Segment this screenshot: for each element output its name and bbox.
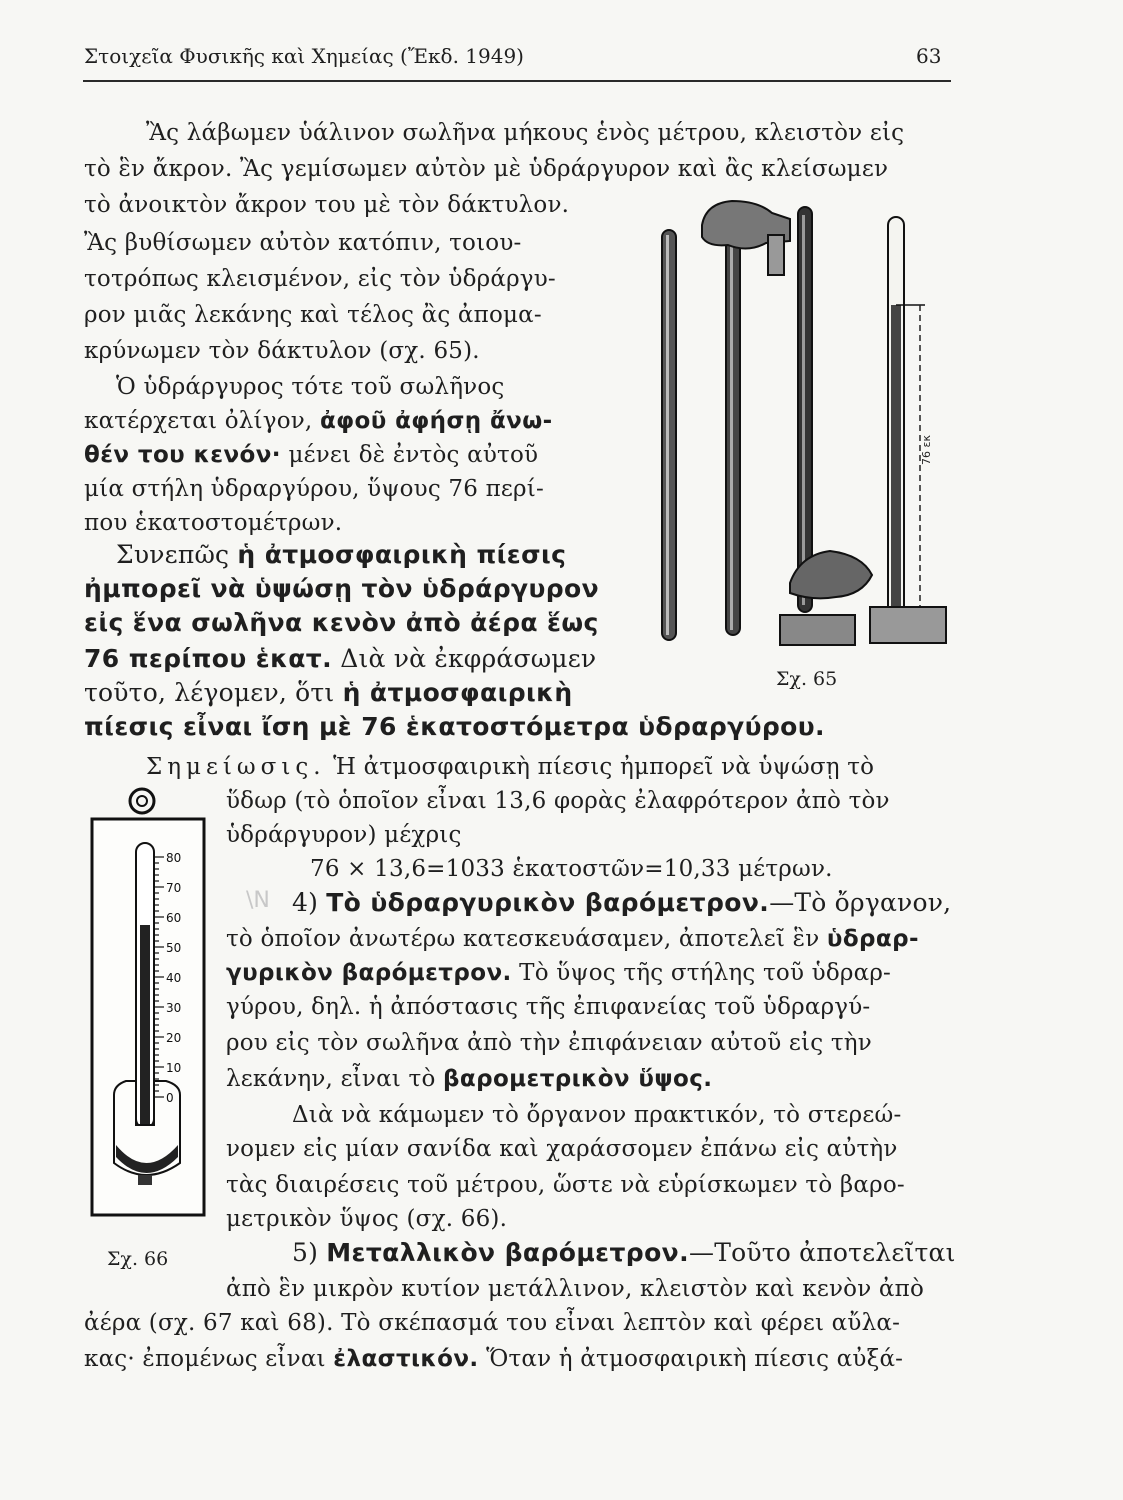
height-label: 76 εκ xyxy=(920,435,933,465)
text-line: κας· ἐπομένως εἶναι ἐλαστικόν. Ὅταν ἡ ἀτμοσφαιρικὴ πίεσις αὐξά- xyxy=(84,1346,904,1372)
text-line: τὸ ὁποῖον ἀνωτέρω κατεσκευάσαμεν, ἀποτελεῖ ἓν ὑδραρ- xyxy=(226,926,919,952)
text-line: 76 περίπου ἑκατ. Διὰ νὰ ἐκφράσωμεν xyxy=(84,644,597,673)
pencil-mark: \N xyxy=(246,888,270,913)
section-heading: 5) Μεταλλικὸν βαρόμετρον.—Τοῦτο ἀποτελεῖται xyxy=(292,1238,956,1267)
scale-label: 10 xyxy=(166,1061,182,1075)
scale-label: 30 xyxy=(166,1001,182,1015)
text-line: γυρικὸν βαρόμετρον. Τὸ ὕψος τῆς στήλης τοῦ ὑδραρ- xyxy=(226,960,892,986)
figure-65-barometer-tubes xyxy=(640,195,960,655)
note-label: Σημείωσις. xyxy=(146,754,326,780)
text-line: μία στήλη ὑδραργύρου, ὕψους 76 περί- xyxy=(84,476,544,502)
scale-label: 50 xyxy=(166,941,182,955)
running-header-title: Στοιχεῖα Φυσικῆς καὶ Χημείας (Ἔκδ. 1949) xyxy=(84,44,524,68)
scale-label: 20 xyxy=(166,1031,182,1045)
scale-label: 40 xyxy=(166,971,182,985)
text-line: Σημείωσις. Ἡ ἀτμοσφαιρικὴ πίεσις ἠμπορεῖ νὰ ὑψώσῃ τὸ xyxy=(146,754,875,780)
section-heading: 4) Τὸ ὑδραργυρικὸν βαρόμετρον.—Τὸ ὄργανον, xyxy=(292,888,952,917)
text-line: ρον μιᾶς λεκάνης καὶ τέλος ἂς ἀπομα- xyxy=(84,302,542,328)
text-line: ὑδράργυρον) μέχρις xyxy=(226,822,462,848)
text-line: που ἑκατοστομέτρων. xyxy=(84,510,343,536)
formula: 76 × 13,6=1033 ἑκατοστῶν=10,33 μέτρων. xyxy=(310,856,833,882)
page-number: 63 xyxy=(916,44,942,68)
text-line: νομεν εἰς μίαν σανίδα καὶ χαράσσομεν ἐπάνω εἰς αὐτὴν xyxy=(226,1136,898,1162)
text-line: Ἂς λάβωμεν ὑάλινον σωλῆνα μήκους ἑνὸς μέτρου, κλειστὸν εἰς xyxy=(146,120,905,146)
text-line: τὸ ἀνοικτὸν ἄκρον του μὲ τὸν δάκτυλον. xyxy=(84,192,570,218)
text-line: τοτρόπως κλεισμένον, εἰς τὸν ὑδράργυ- xyxy=(84,266,556,292)
text-line: τὸ ἓν ἄκρον. Ἂς γεμίσωμεν αὐτὸν μὲ ὑδράργυρον καὶ ἂς κλείσωμεν xyxy=(84,156,889,182)
text-line: κρύνωμεν τὸν δάκτυλον (σχ. 65). xyxy=(84,338,480,364)
text-line: θέν του κενόν· μένει δὲ ἐντὸς αὐτοῦ xyxy=(84,442,539,468)
text-line: Διὰ νὰ κάμωμεν τὸ ὄργανον πρακτικόν, τὸ στερεώ- xyxy=(292,1102,902,1128)
scale-label: 80 xyxy=(166,851,182,865)
text-line: Συνεπῶς ἡ ἀτμοσφαιρικὴ πίεσις xyxy=(116,540,567,569)
text-line: εἰς ἕνα σωλῆνα κενὸν ἀπὸ ἀέρα ἕως xyxy=(84,608,599,637)
text-line: Ἂς βυθίσωμεν αὐτὸν κατόπιν, τοιου- xyxy=(84,230,522,256)
figure-65-caption: Σχ. 65 xyxy=(776,668,838,690)
text-line: ἀέρα (σχ. 67 καὶ 68). Τὸ σκέπασμά του εἶναι λεπτὸν καὶ φέρει αὔλα- xyxy=(84,1310,901,1336)
scale-label: 0 xyxy=(166,1091,174,1105)
text-line: κατέρχεται ὀλίγον, ἀφοῦ ἀφήσῃ ἄνω- xyxy=(84,408,553,434)
figure-66-barometer-board xyxy=(88,785,214,1220)
hand-icon xyxy=(702,201,790,275)
text-line: λεκάνην, εἶναι τὸ βαρομετρικὸν ὕψος. xyxy=(226,1066,713,1092)
text-line: πίεσις εἶναι ἴση μὲ 76 ἑκατοστόμετρα ὑδραργύρου. xyxy=(84,712,825,741)
figure-66-caption: Σχ. 66 xyxy=(107,1248,169,1270)
text-line: ἀπὸ ἓν μικρὸν κυτίον μετάλλινον, κλειστὸν καὶ κενὸν ἀπὸ xyxy=(226,1276,925,1302)
text-line: τὰς διαιρέσεις τοῦ μέτρου, ὥστε νὰ εὑρίσκωμεν τὸ βαρο- xyxy=(226,1172,905,1198)
text-line: ἠμπορεῖ νὰ ὑψώσῃ τὸν ὑδράργυρον xyxy=(84,574,600,603)
text-line: Ὁ ὑδράργυρος τότε τοῦ σωλῆνος xyxy=(116,374,505,400)
text-line: μετρικὸν ὕψος (σχ. 66). xyxy=(226,1206,508,1232)
text-line: τοῦτο, λέγομεν, ὅτι ἡ ἀτμοσφαιρικὴ xyxy=(84,678,573,707)
text-line: γύρου, δηλ. ἡ ἀπόστασις τῆς ἐπιφανείας τοῦ ὑδραργύ- xyxy=(226,994,871,1020)
text-line: ὕδωρ (τὸ ὁποῖον εἶναι 13,6 φορὰς ἐλαφρότερον ἀπὸ τὸν xyxy=(226,788,890,814)
header-rule xyxy=(83,80,951,82)
scale-label: 70 xyxy=(166,881,182,895)
scale-label: 60 xyxy=(166,911,182,925)
text-line: ρου εἰς τὸν σωλῆνα ἀπὸ τὴν ἐπιφάνειαν αὐτοῦ εἰς τὴν xyxy=(226,1030,872,1056)
